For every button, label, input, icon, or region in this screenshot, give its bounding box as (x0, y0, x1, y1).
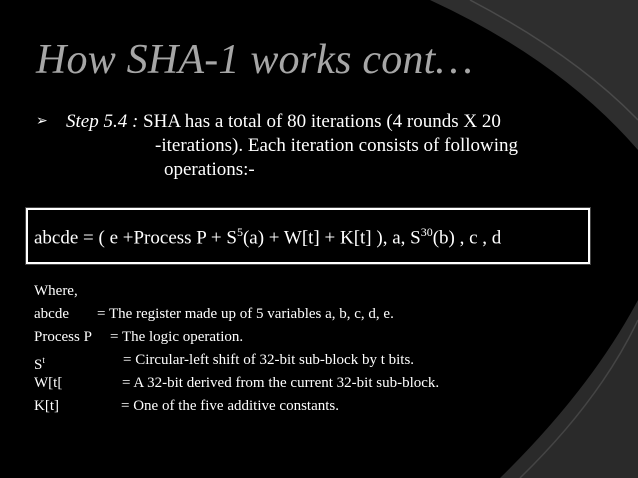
definition-desc: = One of the five additive constants. (121, 398, 339, 414)
formula-sup-1: 5 (236, 225, 243, 239)
definition-desc: = The register made up of 5 variables a, b, c, d, e. (97, 306, 394, 322)
definition-term: W[t[ (34, 375, 63, 391)
arrow-bullet-icon: ➢ (36, 114, 48, 129)
formula-sup-2: 30 (420, 225, 433, 239)
step-line-2: -iterations). Each iteration consists of following (155, 135, 519, 156)
formula-box (26, 208, 590, 264)
step-label: Step 5.4 : (66, 111, 139, 132)
step-text-1: SHA has a total of 80 iterations (4 rounds X 20 (143, 111, 501, 132)
definition-row (34, 326, 244, 349)
slide-title: How SHA-1 works cont… (36, 37, 474, 83)
step-line-1 (66, 110, 501, 134)
step-line-3: operations:- (164, 159, 255, 180)
definition-term-base: S (34, 357, 43, 373)
formula-part-2: (a) + W[t] + K[t] ), a, S (242, 227, 421, 249)
formula-part-3: (b) , c , d (432, 227, 502, 249)
definition-term: K[t] (34, 398, 59, 414)
definition-row (34, 395, 339, 418)
definition-term: abcde (34, 306, 69, 322)
where-label: Where, (34, 283, 78, 299)
definition-desc: = The logic operation. (110, 329, 244, 345)
formula-part-1: abcde = ( e +Process P + S (34, 227, 237, 249)
bottom-right-swoosh (500, 300, 638, 478)
definition-row (34, 349, 415, 373)
definition-desc: = A 32-bit derived from the current 32-bit sub-block. (122, 375, 440, 391)
definition-desc: = Circular-left shift of 32-bit sub-block by t bits. (123, 352, 415, 368)
definition-term: Process P (34, 329, 92, 345)
definition-term-sup: t (42, 355, 45, 365)
formula (34, 225, 501, 249)
definition-row (34, 372, 440, 395)
definition-row (34, 303, 394, 326)
definitions (34, 280, 440, 418)
